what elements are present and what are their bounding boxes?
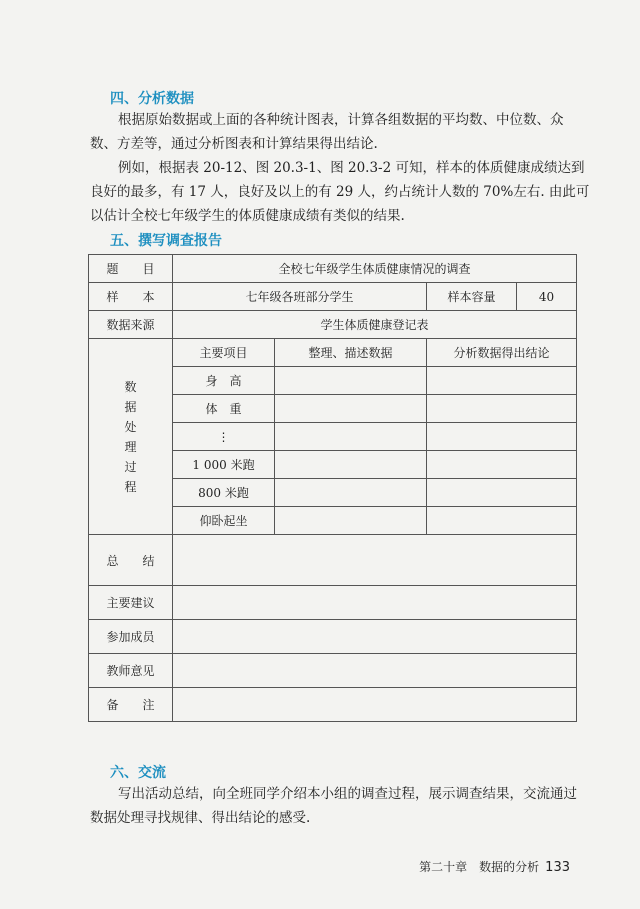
process-cell [275, 395, 427, 423]
process-item-situp: 仰卧起坐 [173, 507, 275, 535]
page-number: 133 [545, 860, 570, 875]
section-heading-exchange: 六、交流 [110, 765, 166, 781]
sample-size-value: 40 [517, 283, 577, 311]
process-cell [427, 479, 577, 507]
report-table [88, 254, 577, 722]
sample-label: 样 本 [89, 283, 173, 311]
suggestion-value [173, 586, 577, 620]
process-header-conclude: 分析数据得出结论 [427, 339, 577, 367]
process-cell [275, 479, 427, 507]
remark-value [173, 688, 577, 722]
title-label: 题 目 [89, 255, 173, 283]
process-cell [427, 451, 577, 479]
process-cell [275, 367, 427, 395]
sample-value: 七年级各班部分学生 [173, 283, 427, 311]
process-header-item: 主要项目 [173, 339, 275, 367]
paragraph-text: 例如，根据表 20-12、图 20.3-1、图 20.3-2 可知，样本的体质健康成绩达到良好的最多，有 17 人，良好及以上的有 29 人，约占统计人数的 70%左右. 由此可以估计全校七年级学生的体质健康成绩有类似的结果. [90, 160, 590, 224]
process-cell [275, 507, 427, 535]
section-heading-report: 五、撰写调查报告 [110, 233, 222, 249]
sample-size-label: 样本容量 [427, 283, 517, 311]
chapter-title: 第二十章 数据的分析 [419, 860, 540, 874]
paragraph-analyze [90, 108, 590, 156]
process-cell [275, 451, 427, 479]
process-cell [427, 423, 577, 451]
teacher-label: 教师意见 [89, 654, 173, 688]
paragraph-text: 根据原始数据或上面的各种统计图表，计算各组数据的平均数、中位数、众数、方差等，通过分析图表和计算结果得出结论. [90, 112, 564, 152]
paragraph-example [90, 156, 590, 228]
process-item-ellipsis: ⋮ [173, 423, 275, 451]
process-item-1000m: 1 000 米跑 [173, 451, 275, 479]
remark-label: 备 注 [89, 688, 173, 722]
process-item-800m: 800 米跑 [173, 479, 275, 507]
process-cell [427, 395, 577, 423]
process-item-weight: 体 重 [173, 395, 275, 423]
process-cell [275, 423, 427, 451]
summary-value [173, 535, 577, 586]
process-cell [427, 367, 577, 395]
teacher-value [173, 654, 577, 688]
paragraph-text: 写出活动总结，向全班同学介绍本小组的调查过程，展示调查结果，交流通过数据处理寻找规律、得出结论的感受. [90, 786, 577, 826]
paragraph-exchange [90, 782, 590, 830]
section-heading-analyze: 四、分析数据 [110, 91, 194, 107]
suggestion-label: 主要建议 [89, 586, 173, 620]
process-cell [427, 507, 577, 535]
summary-label: 总 结 [89, 535, 173, 586]
process-item-height: 身 高 [173, 367, 275, 395]
title-value: 全校七年级学生体质健康情况的调查 [173, 255, 577, 283]
members-value [173, 620, 577, 654]
members-label: 参加成员 [89, 620, 173, 654]
process-label: 数 据 处 理 过 程 [89, 339, 173, 535]
source-value: 学生体质健康登记表 [173, 311, 577, 339]
process-header-describe: 整理、描述数据 [275, 339, 427, 367]
page-footer [419, 858, 570, 875]
source-label: 数据来源 [89, 311, 173, 339]
